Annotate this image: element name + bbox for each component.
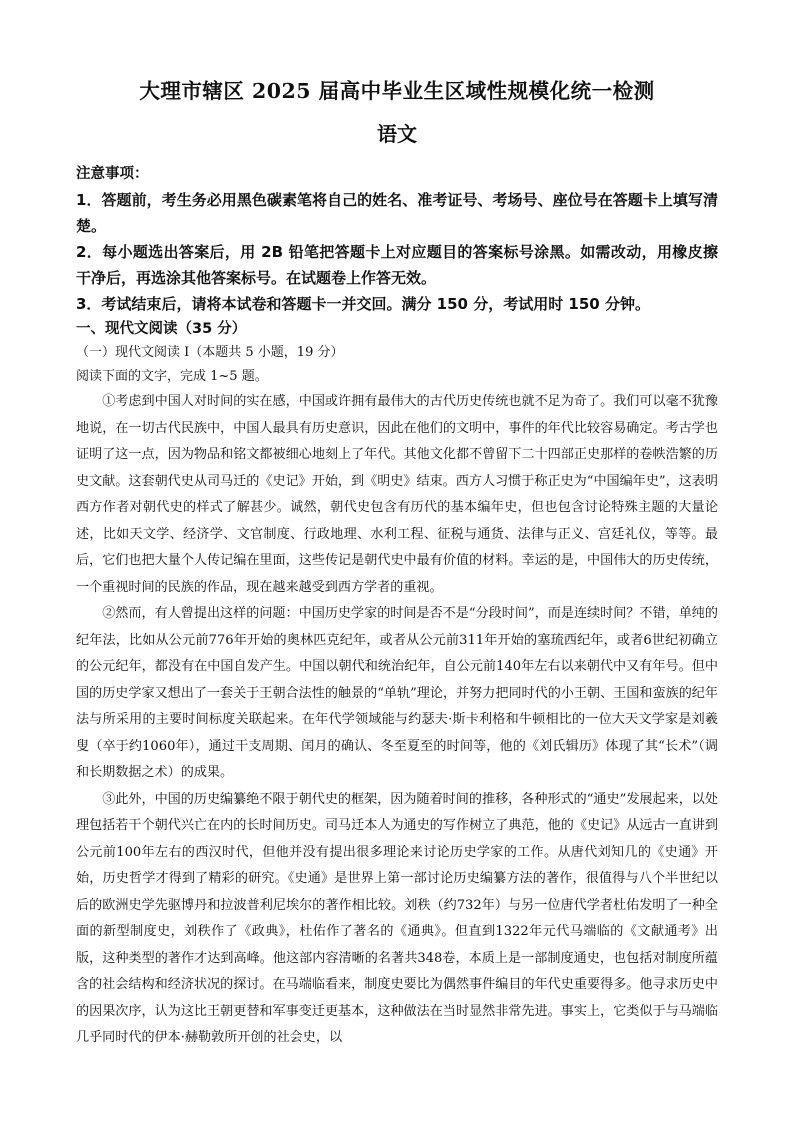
passage-paragraph: ①考虑到中国人对时间的实在感，中国或许拥有最伟大的古代历史传统也就不足为奇了。我们可以毫不犹豫地说，在一切古代民族中，中国人最具有历史意识，因此在他们的文明中，事件的年代比较容易确定。考古学也证明了这一点，因为物品和铭文都被细心地刻上了年代。其他文化都不曾留下二十四部正史那样的卷帙浩繁的历史文献。这套朝代史从司马迁的《史记》开始，到《明史》结束。西方人习惯于称正史为“中国编年史”，这表明西方作者对朝代史的样式了解甚少。诚然，朝代史包含有历代的基本编年史，但也包含讨论特殊主题的大量论述，比如天文学、经济学、文官制度、行政地理、水利工程、征税与通货、法律与正义、宫廷礼仪，等等。最后，它们也把大量个人传记编在里面，这些传记是朝代史中最有价值的材料。幸运的是，中国伟大的历史传统，一个重视时间的民族的作品，现在越来越受到西方学者的重视。: [76, 394, 718, 595]
subsection-heading: （一）现代文阅读 I（本题共 5 小题，19 分）: [76, 345, 344, 360]
passage-paragraph: ③此外，中国的历史编纂绝不限于朝代史的框架，因为随着时间的推移，各种形式的“通史”发展起来，以处理包括若干个朝代兴亡在内的长时间历史。司马迁本人为通史的写作树立了典范，他的《史记》从远古一直讲到公元前100年左右的西汉时代，但他并没有提出很多理论来讨论历史学家的工作。从唐代刘知几的《史通》开始，历史哲学才得到了精彩的研究。《史通》是世界上第一部讨论历史编纂方法的著作，很值得与八个半世纪以后的欧洲史学先驱博丹和拉波普利尼埃尔的著作相比较。刘秩（约732年）与另一位唐代学者杜佑发明了一种全面的新型制度史，刘秩作了《政典》，杜佑作了著名的《通典》。但直到1322年元代马端临的《文献通考》出版，这种类型的著作才达到高峰。他这部内容清晰的名著共348卷，本质上是一部制度通史，也包括对制度所蕴含的社会结构和经济状况的探讨。在马端临看来，制度史要比为偶然事件编目的年代史重要得多。他寻求历史中的因果次序，认为这比王朝更替和军事变迁更基本，这种做法在当时显然非常先进。事实上，它类似于与马端临几乎同时代的伊本·赫勒敦所开创的社会史，以: [76, 791, 718, 1045]
notice-item: 2．每小题选出答案后，用 2B 铅笔把答题卡上对应题目的答案标号涂黑。如需改动，用橡皮擦干净后，再选涂其他答案标号。在试题卷上作答无效。: [76, 243, 718, 287]
subject-title: 语文: [377, 122, 417, 146]
notice-heading: 注意事项：: [76, 166, 149, 182]
passage-paragraph: ②然而，有人曾提出这样的问题：中国历史学家的时间是否不是“分段时间”，而是连续时间？不错，单纯的纪年法，比如从公元前776年开始的奥林匹克纪年，或者从公元前311年开始的塞琉西纪年，或者6世纪初确立的公元纪年，都没有在中国自发产生。中国以朝代和统治纪年，自公元前140年左右以来朝代中又有年号。但中国的历史学家又想出了一套关于王朝合法性的触景的“单轨”理论，并努力把同时代的小王朝、王国和蛮族的纪年法与所采用的主要时间标度关联起来。在年代学领域能与约瑟夫·斯卡利格和牛顿相比的一位大天文学家是刘羲叟（卒于约1060年），通过干支周期、闰月的确认、冬至夏至的时间等，他的《刘氏辑历》体现了其“长术”（调和长期数据之术）的成果。: [76, 606, 718, 780]
notice-item: 1．答题前，考生务必用黑色碳素笔将自己的姓名、准考证号、考场号、座位号在答题卡上填写清楚。: [76, 191, 718, 235]
notice-item: 3．考试结束后，请将本试卷和答题卡一并交回。满分 150 分，考试用时 150 分钟。: [76, 295, 650, 313]
reading-passage: [76, 389, 718, 1052]
reading-instruction: 阅读下面的文字，完成 1~5 题。: [76, 369, 268, 384]
notice-block: [76, 161, 718, 317]
exam-title: 大理市辖区 2025 届高中毕业生区域性规模化统一检测: [139, 79, 655, 103]
section-heading: 一、现代文阅读（35 分）: [76, 321, 247, 337]
